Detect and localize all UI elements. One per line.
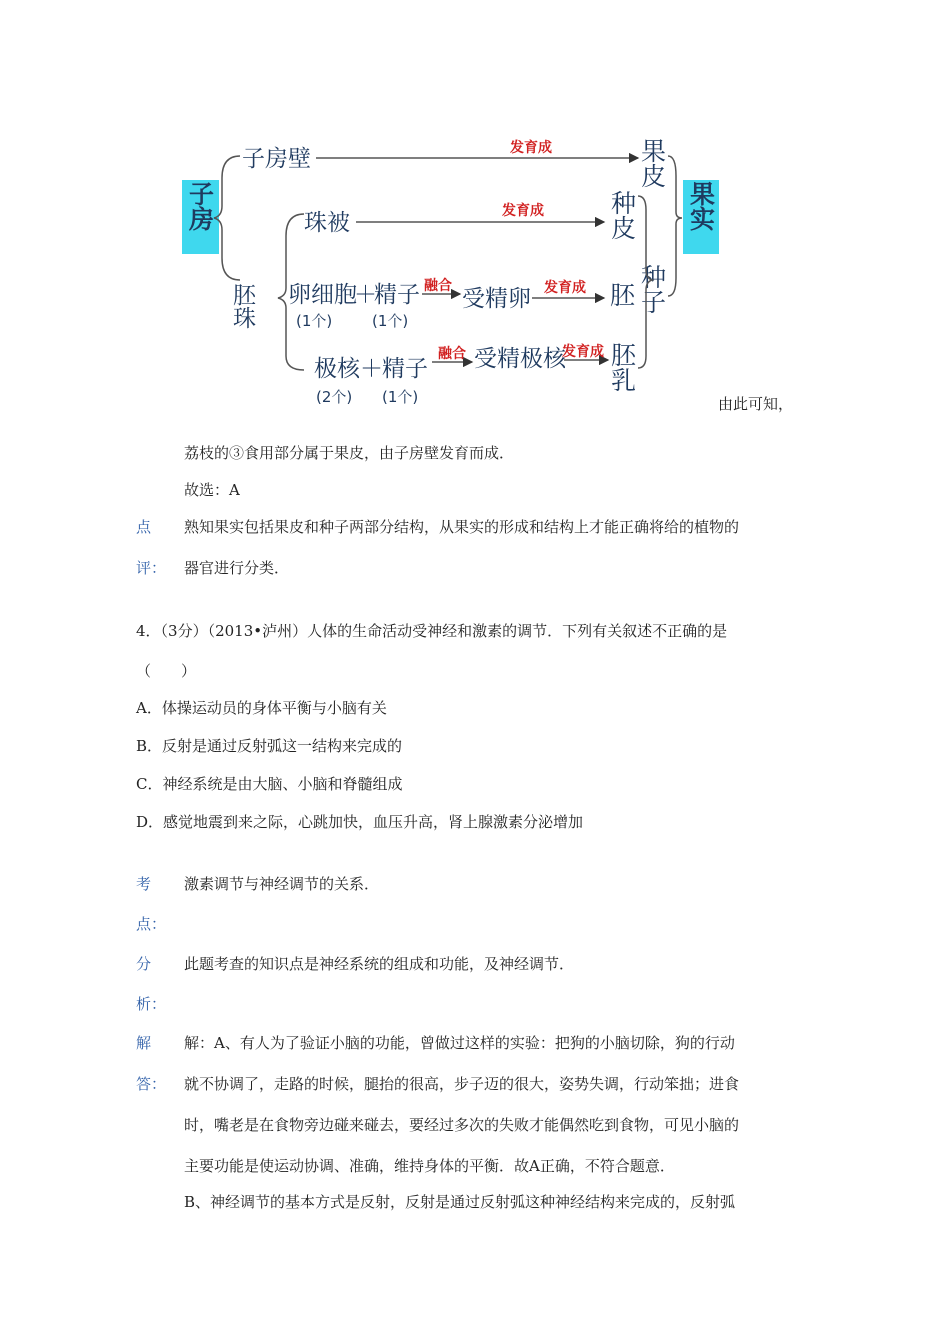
- jieda-line-4: 主要功能是使运动协调、准确，维持身体的平衡．故A正确，不符合题意．: [184, 1157, 675, 1175]
- comment-label-1: 点: [136, 518, 152, 536]
- option-c: C．神经系统是由大脑、小脑和脊髓组成: [136, 775, 403, 793]
- shoujingluan-label: 受精卵: [462, 286, 531, 312]
- option-a: A．体操运动员的身体平衡与小脑有关: [136, 699, 387, 717]
- jingzi-2-label: 精子: [382, 356, 428, 382]
- zhongzi-label: 种子: [637, 264, 667, 314]
- plus-2: ＋: [360, 356, 383, 382]
- kaodian-label-2: 点：: [136, 915, 167, 933]
- zhongpi-label: 种皮: [607, 190, 637, 240]
- option-b: B．反射是通过反射弧这一结构来完成的: [136, 737, 403, 755]
- shoujingjihe-label: 受精极核: [474, 346, 566, 372]
- jieda-line-3: 时，嘴老是在食物旁边碰来碰去，要经过多次的失败才能偶然吃到食物，可见小脑的: [184, 1116, 740, 1134]
- jieda-label-2: 答：: [136, 1075, 167, 1093]
- jieda-line-5: B、神经调节的基本方式是反射，反射是通过反射弧这种神经结构来完成的，反射弧: [184, 1193, 736, 1211]
- fenxi-text: 此题考查的知识点是神经系统的组成和功能，及神经调节．: [184, 955, 575, 973]
- fruit-formation-diagram: [176, 118, 721, 410]
- comment-label-2: 评：: [136, 559, 167, 577]
- comment-line-2: 器官进行分类．: [184, 559, 290, 577]
- conclusion-line: 荔枝的③食用部分属于果皮，由子房壁发育而成．: [184, 444, 515, 462]
- q4-stem: 4．（3分）（2013•泸州）人体的生命活动受神经和激素的调节．下列有关叙述不正确的是: [136, 622, 728, 640]
- fayucheng-3: 发育成: [544, 280, 586, 296]
- fayucheng-2: 发育成: [502, 203, 544, 219]
- zifang-label: 子房: [185, 181, 215, 231]
- zhubei-label: 珠被: [304, 210, 350, 236]
- jingzi-1-label: 精子: [374, 282, 420, 308]
- comment-line-1: 熟知果实包括果皮和种子两部分结构，从果实的形成和结构上才能正确将给的植物的: [184, 518, 740, 536]
- guoshi-label: 果实: [686, 181, 716, 231]
- plus-1: ＋: [354, 282, 377, 308]
- count-sperm-2: (1个): [382, 388, 419, 406]
- answer-line: 故选：A: [184, 481, 240, 499]
- brace-guoshi: [668, 156, 682, 296]
- kaodian-label-1: 考: [136, 875, 152, 893]
- fayucheng-1: 发育成: [510, 140, 552, 156]
- jihe-label: 极核: [314, 356, 360, 382]
- jieda-label-1: 解: [136, 1034, 152, 1052]
- q4-paren: （ ）: [136, 662, 197, 680]
- peiru-label: 胚乳: [607, 342, 637, 392]
- fenxi-label-2: 析：: [136, 995, 167, 1013]
- count-egg: (1个): [296, 312, 333, 330]
- option-d: D．感觉地震到来之际，心跳加快，血压升高，肾上腺激素分泌增加: [136, 813, 584, 831]
- count-sperm-1: (1个): [372, 312, 409, 330]
- count-polar: (2个): [316, 388, 353, 406]
- pei-label: 胚: [610, 281, 636, 310]
- jieda-line-1: 解：A、有人为了验证小脑的功能，曾做过这样的实验：把狗的小脑切除，狗的行动: [184, 1034, 735, 1052]
- peizhu-label: 胚珠: [229, 283, 255, 329]
- kaodian-text: 激素调节与神经调节的关系．: [184, 875, 380, 893]
- yourci-line: 由此可知，: [718, 395, 794, 413]
- jieda-line-2: 就不协调了，走路的时候，腿抬的很高，步子迈的很大，姿势失调，行动笨拙；进食: [184, 1075, 740, 1093]
- guopi-label: 果皮: [637, 138, 667, 188]
- ronghe-1: 融合: [424, 278, 452, 294]
- zifangbi-label: 子房壁: [242, 146, 311, 172]
- luanxibao-label: 卵细胞: [288, 282, 357, 308]
- fayucheng-4: 发育成: [562, 344, 604, 360]
- ronghe-2: 融合: [438, 346, 466, 362]
- fenxi-label-1: 分: [136, 955, 152, 973]
